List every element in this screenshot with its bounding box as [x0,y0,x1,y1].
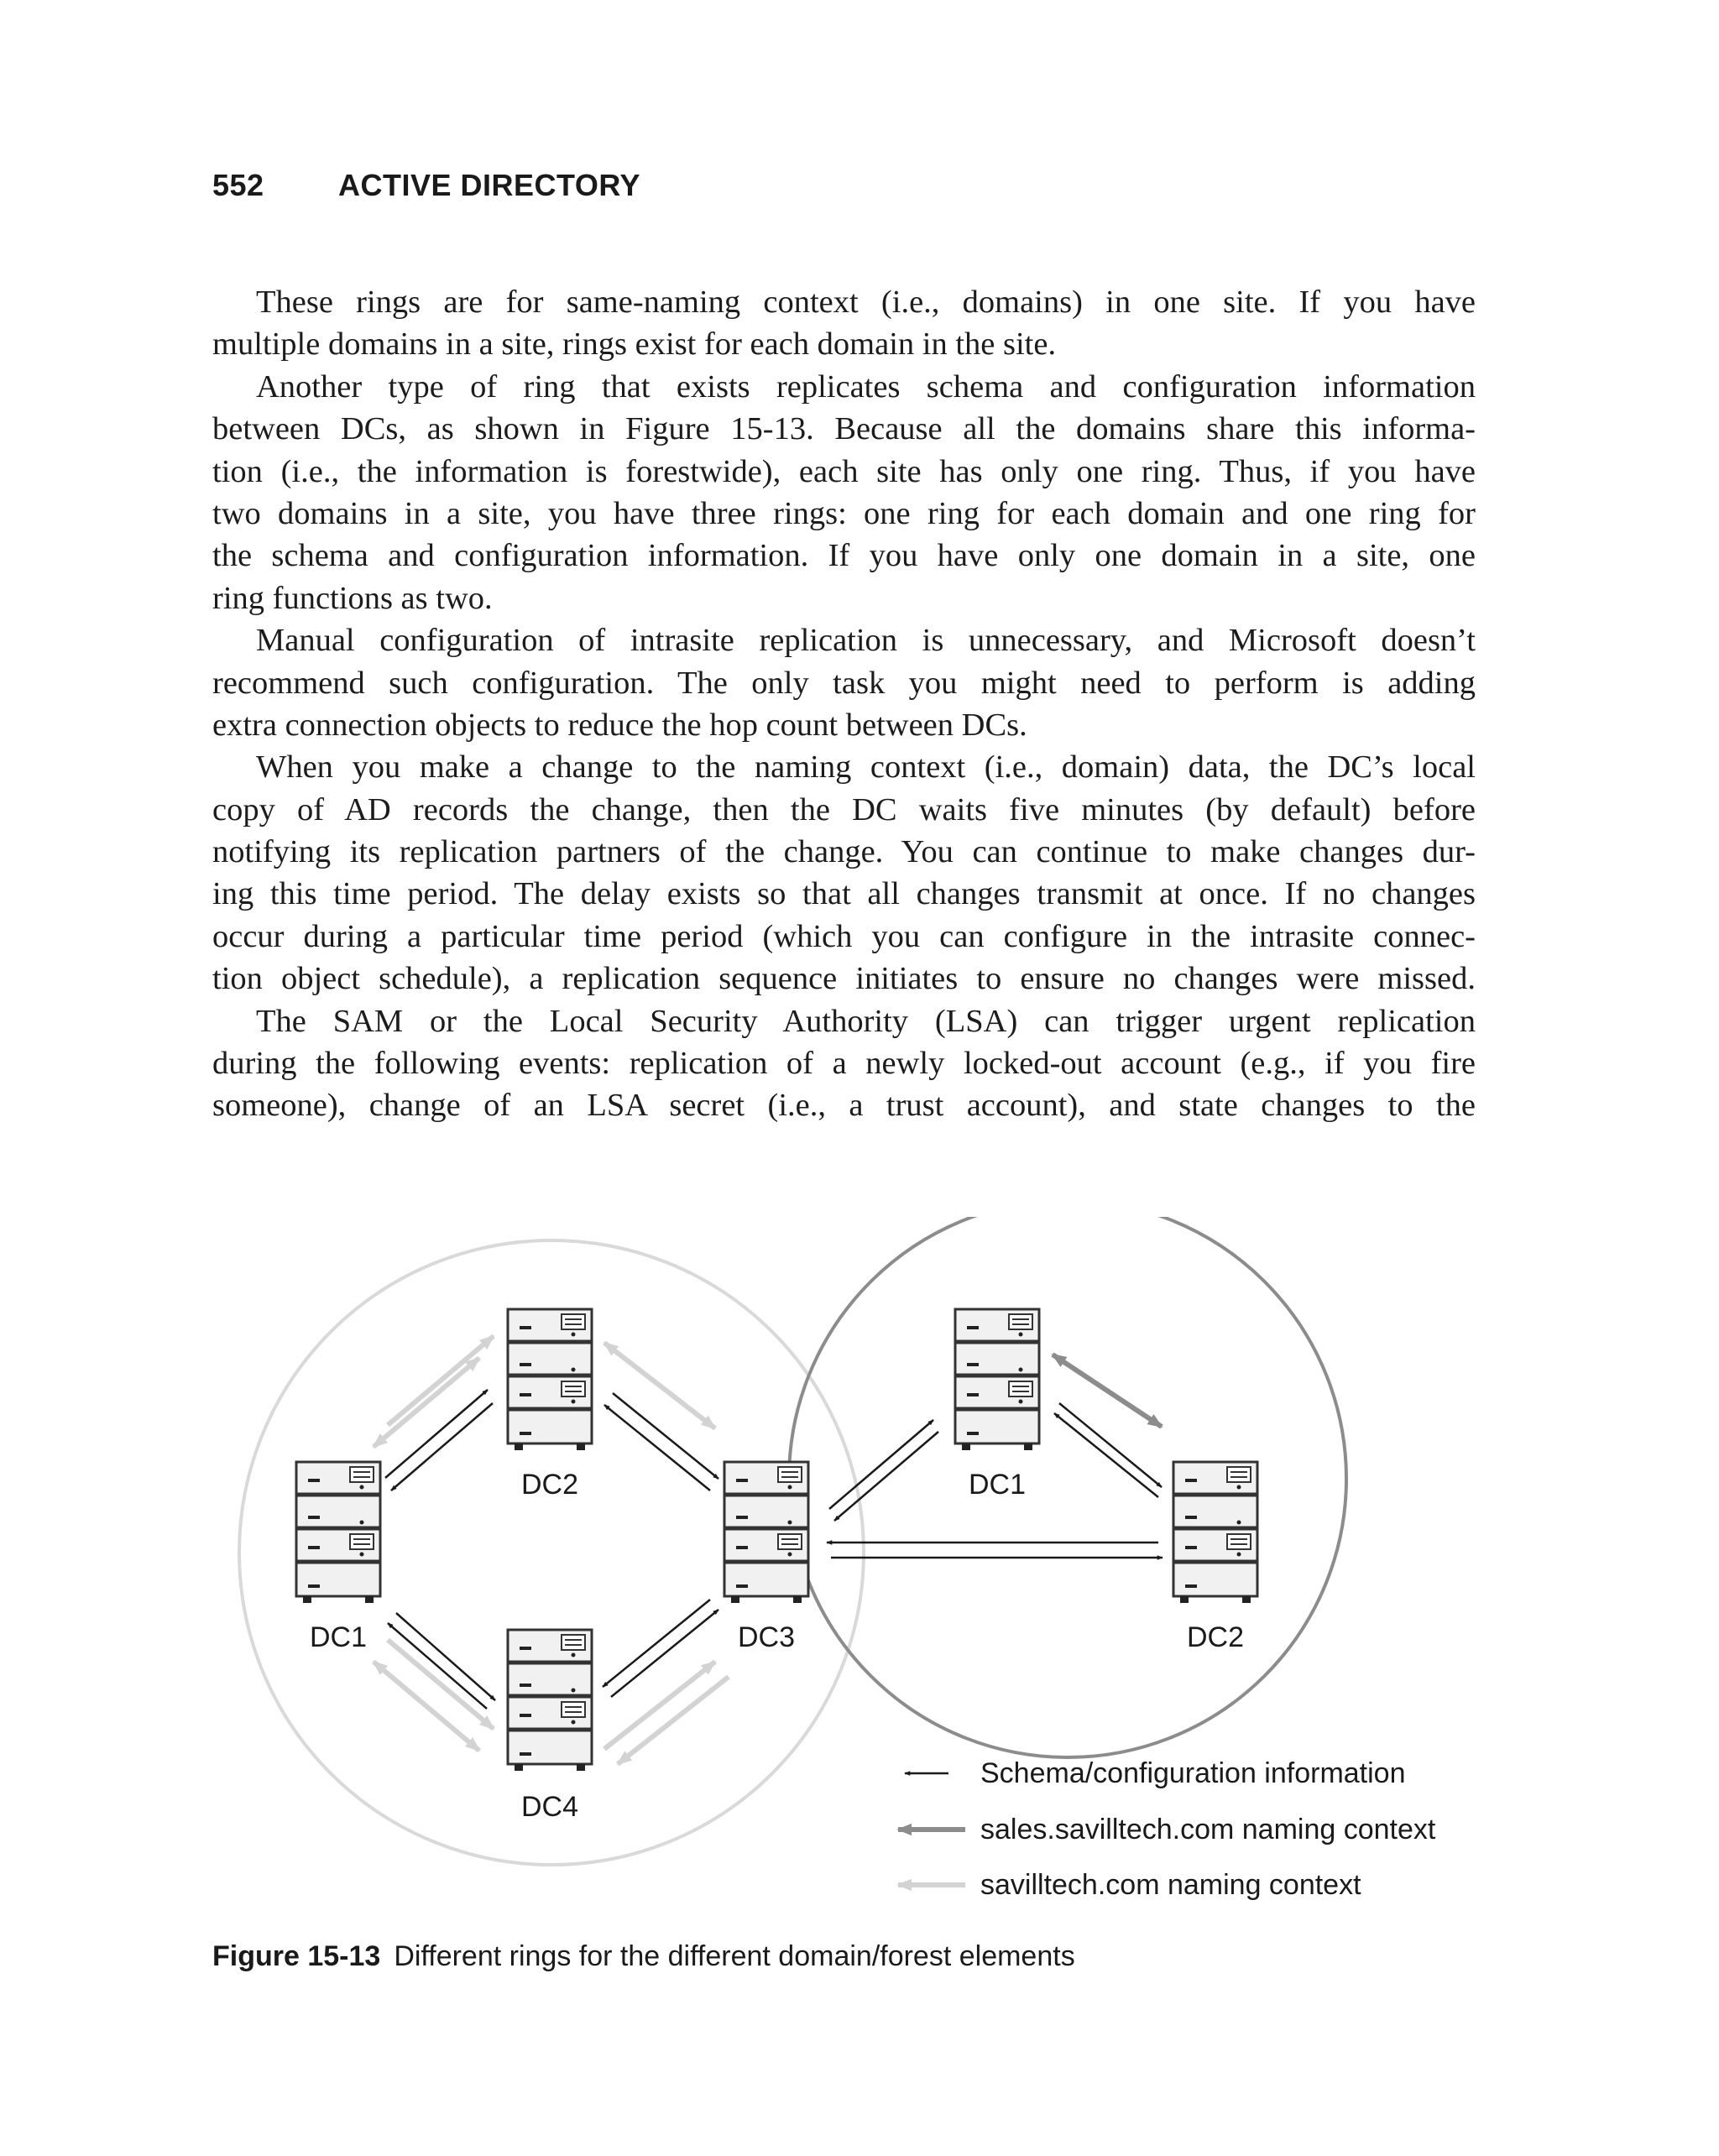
legend [898,1757,1436,1901]
legend-label-savilltech: savilltech.com naming context [980,1869,1361,1901]
text-line: notifying its replication partners of the change. You can continue to make changes dur- [212,834,1476,870]
text-line: someone), change of an LSA secret (i.e., a trust account), and state changes to the [212,1088,1476,1124]
page-number: 552 [212,168,264,202]
black-arrow [603,1600,710,1687]
light-arrow [604,1343,715,1428]
server-left-dc1 [296,1462,380,1603]
black-arrow [604,1405,710,1490]
running-head [212,168,1471,210]
text-line: ing this time period. The delay exists so that all changes transmit at once. If no changes [212,876,1476,912]
text-line: multiple domains in a site, rings exist for each domain in the site. [212,326,1057,363]
black-arrow [829,1420,933,1509]
replication-ring-diagram [0,1217,1719,1947]
label-left-dc2: DC2 [520,1469,579,1501]
black-arrow [834,1432,938,1521]
text-line: recommend such configuration. The only task you might need to perform is adding [212,665,1476,701]
text-line: the schema and configuration information. If you have only one domain in a site, one [212,538,1476,574]
label-right-dc1: DC1 [968,1469,1027,1501]
light-arrow [388,1336,494,1425]
figure-number: Figure 15-13 [212,1940,381,1972]
text-line: Another type of ring that exists replicates schema and configuration information [256,368,1476,405]
text-line: during the following events: replication of a newly locked-out account (e.g., if you fire [212,1046,1476,1082]
mid-grey-arrow [1053,1355,1162,1427]
server-left-dc2 [508,1309,592,1450]
label-right-dc2: DC2 [1186,1621,1245,1653]
caption-text: Different rings for the different domain/forest elements [394,1940,1075,1972]
label-left-dc1: DC1 [309,1621,368,1653]
chapter-title: ACTIVE DIRECTORY [338,168,641,202]
figure-caption [212,1940,1471,1973]
black-arrow [388,1623,487,1709]
text-line: The SAM or the Local Security Authority (LSA) can trigger urgent replication [256,1003,1476,1039]
text-line: copy of AD records the change, then the DC waits five minutes (by default) before [212,791,1476,827]
body-text [212,281,1476,1127]
light-arrow [618,1677,729,1764]
server-right-dc1 [955,1309,1039,1450]
light-arrow [604,1662,715,1749]
server-left-dc3 [724,1462,808,1603]
legend-label-sales: sales.savilltech.com naming context [980,1814,1436,1845]
text-line: These rings are for same-naming context (i.e., domains) in one site. If you have [256,285,1476,320]
black-arrow [613,1393,718,1479]
text-line: occur during a particular time period (which you can configure in the intrasite connec- [212,918,1476,954]
black-arrow [611,1610,718,1697]
label-left-dc4: DC4 [520,1791,579,1823]
text-line: tion (i.e., the information is forestwide), each site has only one ring. Thus, if you have [212,453,1476,489]
black-arrow [1054,1413,1158,1497]
legend-label-schema: Schema/configuration information [980,1757,1406,1789]
label-left-dc3: DC3 [737,1621,796,1653]
server-left-dc4 [508,1630,592,1771]
sales-ring-arrows [1053,1355,1162,1427]
server-right-dc2 [1173,1462,1257,1603]
text-line: extra connection objects to reduce the hop count between DCs. [212,707,1027,743]
text-line: Manual configuration of intrasite replication is unnecessary, and Microsoft doesn’t [256,623,1476,659]
black-arrow [385,1390,488,1478]
text-line: between DCs, as shown in Figure 15-13. Because all the domains share this informa- [212,411,1476,447]
light-arrow [374,1358,479,1447]
text-line: When you make a change to the naming context (i.e., domain) data, the DC’s local [256,749,1476,786]
text-line: ring functions as two. [212,580,493,616]
text-line: two domains in a site, you have three rings: one ring for each domain and one ring for [212,495,1476,531]
text-line: tion object schedule), a replication sequence initiates to ensure no changes were missed. [212,961,1476,997]
